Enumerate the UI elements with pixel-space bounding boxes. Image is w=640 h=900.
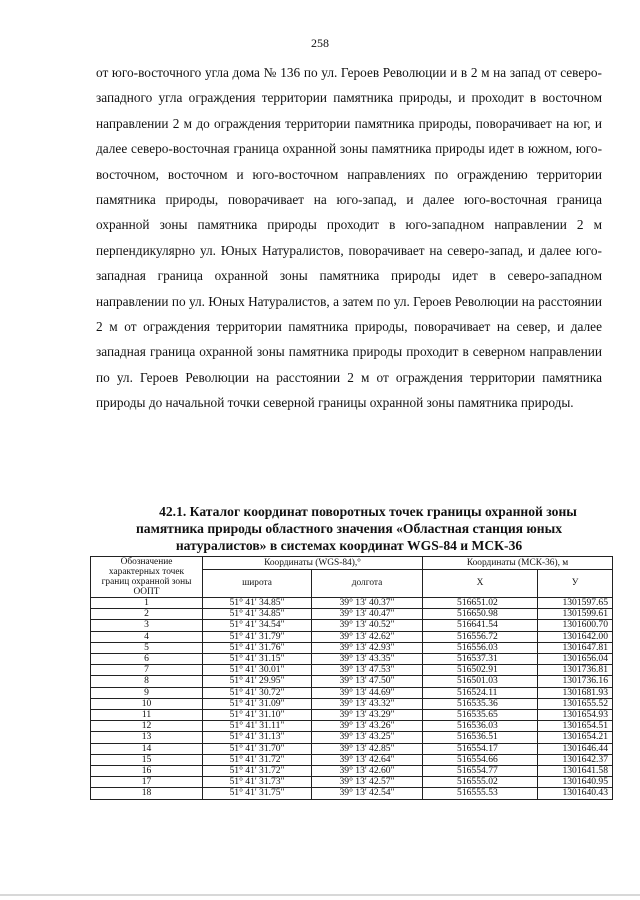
coordinates-table-body [91,598,613,800]
latitude-cell: 51° 41' 34.85" [203,598,312,609]
longitude-cell: 39° 13' 43.26" [312,721,423,732]
coordinates-table [90,556,613,800]
point-number: 14 [91,743,203,754]
x-coordinate-cell: 516537.31 [423,654,538,665]
point-number: 18 [91,788,203,799]
longitude-cell: 39° 13' 42.62" [312,631,423,642]
y-coordinate-cell: 1301655.52 [538,698,613,709]
longitude-cell: 39° 13' 42.64" [312,754,423,765]
longitude-cell: 39° 13' 43.32" [312,698,423,709]
point-number: 7 [91,665,203,676]
x-coordinate-cell: 516524.11 [423,687,538,698]
y-coordinate-cell: 1301736.16 [538,676,613,687]
latitude-cell: 51° 41' 31.79" [203,631,312,642]
header-longitude: долгота [312,569,423,597]
table-row [91,598,613,609]
table-row [91,609,613,620]
table-row [91,721,613,732]
point-number: 10 [91,698,203,709]
point-number: 5 [91,642,203,653]
latitude-cell: 51° 41' 31.11" [203,721,312,732]
point-number: 17 [91,777,203,788]
table-row [91,665,613,676]
header-wgs84: Координаты (WGS-84),° [203,557,423,570]
y-coordinate-cell: 1301654.51 [538,721,613,732]
x-coordinate-cell: 516641.54 [423,620,538,631]
x-coordinate-cell: 516554.66 [423,754,538,765]
point-number: 1 [91,598,203,609]
table-row [91,642,613,653]
longitude-cell: 39° 13' 42.54" [312,788,423,799]
point-number: 4 [91,631,203,642]
latitude-cell: 51° 41' 31.72" [203,754,312,765]
longitude-cell: 39° 13' 43.25" [312,732,423,743]
y-coordinate-cell: 1301597.65 [538,598,613,609]
latitude-cell: 51° 41' 34.85" [203,609,312,620]
latitude-cell: 51° 41' 31.13" [203,732,312,743]
y-coordinate-cell: 1301640.43 [538,788,613,799]
table-row [91,631,613,642]
latitude-cell: 51° 41' 34.54" [203,620,312,631]
latitude-cell: 51° 41' 31.72" [203,766,312,777]
y-coordinate-cell: 1301654.21 [538,732,613,743]
table-row [91,766,613,777]
x-coordinate-cell: 516556.03 [423,642,538,653]
longitude-cell: 39° 13' 42.93" [312,642,423,653]
table-row [91,687,613,698]
table-row [91,777,613,788]
x-coordinate-cell: 516555.02 [423,777,538,788]
x-coordinate-cell: 516535.36 [423,698,538,709]
header-x: X [423,569,538,597]
longitude-cell: 39° 13' 42.60" [312,766,423,777]
latitude-cell: 51° 41' 31.09" [203,698,312,709]
longitude-cell: 39° 13' 47.50" [312,676,423,687]
latitude-cell: 51° 41' 31.73" [203,777,312,788]
section-title-line-3: натуралистов» в системах координат WGS-84 и МСК-36 [175,538,523,553]
x-coordinate-cell: 516535.65 [423,710,538,721]
point-number: 12 [91,721,203,732]
x-coordinate-cell: 516501.03 [423,676,538,687]
point-number: 15 [91,754,203,765]
header-msk36: Координаты (МСК-36), м [423,557,613,570]
section-title-line-1: 42.1. Каталог координат поворотных точек границы охранной зоны [159,504,577,519]
x-coordinate-cell: 516555.53 [423,788,538,799]
header-designation: Обозначение характерных точек границ охранной зоны ООПТ [91,557,203,598]
body-paragraph: от юго-восточного угла дома № 136 по ул. Героев Революции и в 2 м на запад от северо-западного угла ограждения территории памятника природы, и проходит в восточном направлении 2 м до ограждения территории памятника природы, поворачивает на юг, и далее северо-восточная граница охранной зоны памятника природы идет в южном, юго-восточном, восточном и юго-восточном направлениях по ограждению территории памятника природы, поворачивает на юго-запад, и далее юго-восточная граница охранной зоны памятника природы проходит в юго-западном направлении 2 м перпендикулярно ул. Юных Натуралистов, поворачивает на северо-запад, и далее юго-западная граница охранной зоны памятника природы идет в северо-западном направлении по ул. Юных Натуралистов, а затем по ул. Героев Революции на расстоянии 2 м от ограждения территории памятника природы, поворачивает на север, и далее западная граница охранной зоны памятника природы проходит в северном направлении по ул. Героев Революции на расстоянии 2 м от ограждения территории памятника природы до начальной точки северной границы охранной зоны памятника природы. [96,65,602,411]
latitude-cell: 51° 41' 31.10" [203,710,312,721]
page-number: 258 [311,36,329,50]
x-coordinate-cell: 516651.02 [423,598,538,609]
longitude-cell: 39° 13' 44.69" [312,687,423,698]
longitude-cell: 39° 13' 47.53" [312,665,423,676]
longitude-cell: 39° 13' 40.52" [312,620,423,631]
y-coordinate-cell: 1301656.04 [538,654,613,665]
header-y: У [538,569,613,597]
table-row [91,754,613,765]
table-row [91,710,613,721]
longitude-cell: 39° 13' 43.35" [312,654,423,665]
y-coordinate-cell: 1301599.61 [538,609,613,620]
x-coordinate-cell: 516556.72 [423,631,538,642]
latitude-cell: 51° 41' 31.70" [203,743,312,754]
latitude-cell: 51° 41' 29.95" [203,676,312,687]
table-row [91,732,613,743]
point-number: 13 [91,732,203,743]
longitude-cell: 39° 13' 40.47" [312,609,423,620]
x-coordinate-cell: 516536.03 [423,721,538,732]
table-row [91,788,613,799]
y-coordinate-cell: 1301654.93 [538,710,613,721]
y-coordinate-cell: 1301642.00 [538,631,613,642]
page-bottom-edge [0,894,640,896]
table-row [91,698,613,709]
latitude-cell: 51° 41' 31.76" [203,642,312,653]
x-coordinate-cell: 516536.51 [423,732,538,743]
table-row [91,654,613,665]
table-row [91,743,613,754]
section-title-line-2: памятника природы областного значения «Областная станция юных [135,521,563,536]
y-coordinate-cell: 1301641.58 [538,766,613,777]
x-coordinate-cell: 516502.91 [423,665,538,676]
latitude-cell: 51° 41' 30.72" [203,687,312,698]
point-number: 8 [91,676,203,687]
y-coordinate-cell: 1301642.37 [538,754,613,765]
table-row [91,676,613,687]
latitude-cell: 51° 41' 31.75" [203,788,312,799]
point-number: 2 [91,609,203,620]
y-coordinate-cell: 1301646.44 [538,743,613,754]
point-number: 6 [91,654,203,665]
longitude-cell: 39° 13' 40.37" [312,598,423,609]
x-coordinate-cell: 516554.77 [423,766,538,777]
point-number: 9 [91,687,203,698]
x-coordinate-cell: 516554.17 [423,743,538,754]
latitude-cell: 51° 41' 30.01" [203,665,312,676]
x-coordinate-cell: 516650.98 [423,609,538,620]
longitude-cell: 39° 13' 43.29" [312,710,423,721]
longitude-cell: 39° 13' 42.57" [312,777,423,788]
point-number: 3 [91,620,203,631]
y-coordinate-cell: 1301736.81 [538,665,613,676]
y-coordinate-cell: 1301647.81 [538,642,613,653]
point-number: 16 [91,766,203,777]
header-latitude: широта [203,569,312,597]
longitude-cell: 39° 13' 42.85" [312,743,423,754]
latitude-cell: 51° 41' 31.15" [203,654,312,665]
section-title [96,503,602,554]
y-coordinate-cell: 1301681.93 [538,687,613,698]
point-number: 11 [91,710,203,721]
y-coordinate-cell: 1301600.70 [538,620,613,631]
table-row [91,620,613,631]
y-coordinate-cell: 1301640.95 [538,777,613,788]
